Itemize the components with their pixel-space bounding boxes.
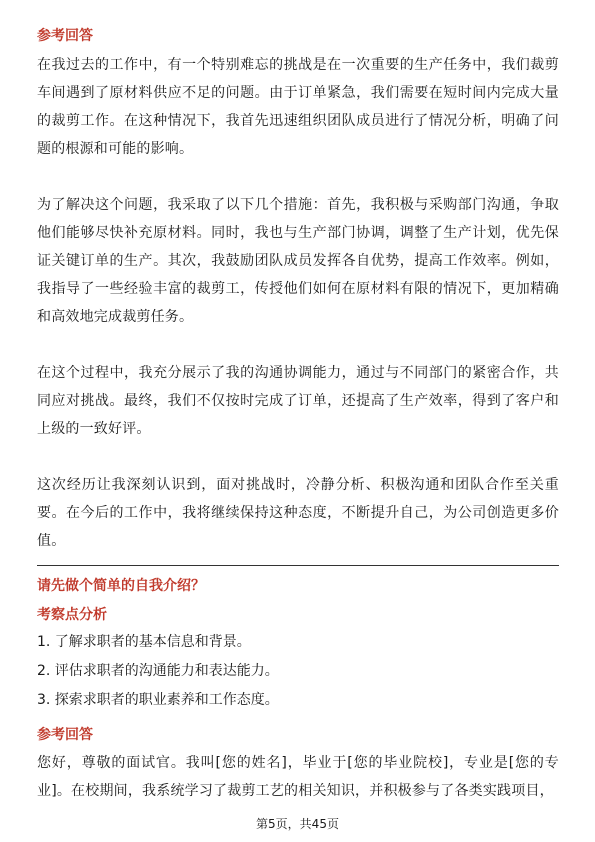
question-title: 请先做个简单的自我介绍？ [37,578,205,594]
answer-paragraph: 为了解决这个问题，我采取了以下几个措施：首先，我积极与采购部门沟通，争取他们能够尽快补充原材料。同时，我也与生产部门协调，调整了生产计划，优先保证关键订单的生产。其次，我鼓励团队成员发挥各自优势，提高工作效率。例如，我指导了一些经验丰富的裁剪工，传授他们如何在原材料有限的情况下，更加精确和高效地完成裁剪任务。 [37,197,559,325]
answer-paragraph: 在这个过程中，我充分展示了我的沟通协调能力，通过与不同部门的紧密合作，共同应对挑战。最终，我们不仅按时完成了订单，还提高了生产效率，得到了客户和上级的一致好评。 [37,365,559,437]
analysis-point: 3. 探索求职者的职业素养和工作态度。 [37,692,279,708]
answer-paragraph: 在我过去的工作中，有一个特别难忘的挑战是在一次重要的生产任务中，我们裁剪车间遇到了原材料供应不足的问题。由于订单紧急，我们需要在短时间内完成大量的裁剪工作。在这种情况下，我首先迅速组织团队成员进行了情况分析，明确了问题的根源和可能的影响。 [37,57,559,157]
analysis-point: 1. 了解求职者的基本信息和背景。 [37,634,251,650]
analysis-point: 2. 评估求职者的沟通能力和表达能力。 [37,663,279,679]
answer-label: 参考回答 [37,28,93,44]
answer-paragraph: 您好，尊敬的面试官。我叫[您的姓名]，毕业于[您的毕业院校]，专业是[您的专业]。在校期间，我系统学习了裁剪工艺的相关知识，并积极参与了各类实践项目， [37,755,559,799]
page-footer: 第5页，共45页 [256,817,339,831]
answer-paragraph: 这次经历让我深刻认识到，面对挑战时，冷静分析、积极沟通和团队合作至关重要。在今后的工作中，我将继续保持这种态度，不断提升自己，为公司创造更多价值。 [37,477,559,549]
answer-label: 参考回答 [37,727,93,743]
document-page [37,0,559,805]
analysis-label: 考察点分析 [37,607,107,623]
